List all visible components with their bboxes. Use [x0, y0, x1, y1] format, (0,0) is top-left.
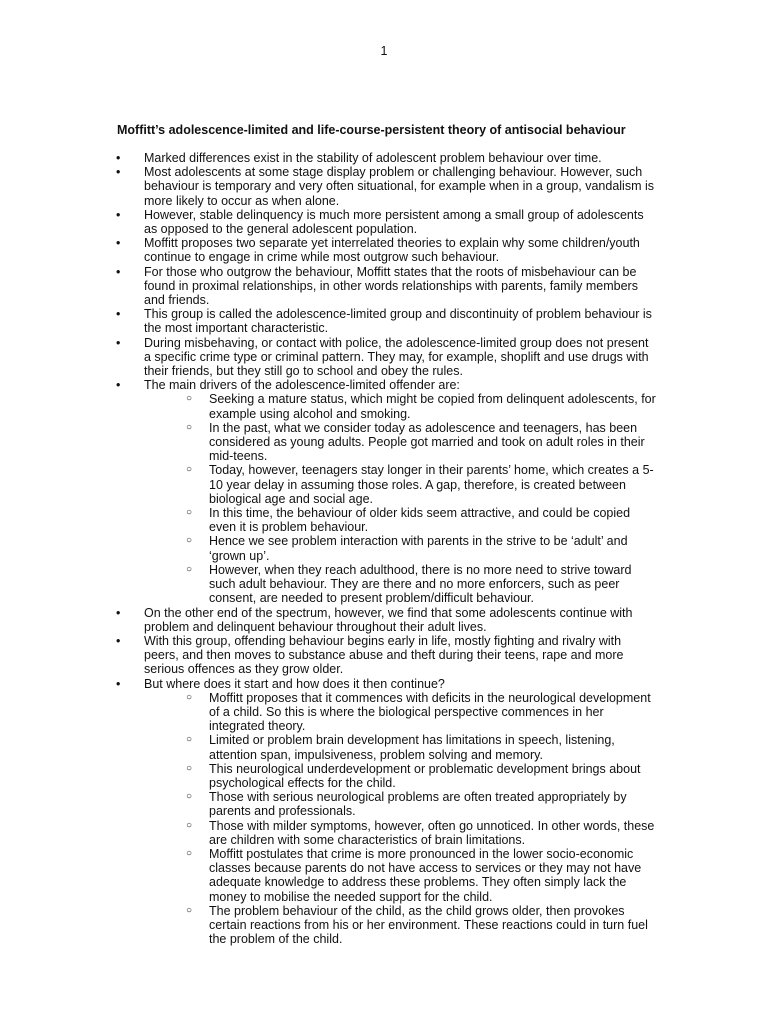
sub-bullet-list [144, 691, 656, 947]
bullet-item [0, 378, 768, 605]
bullet-icon: • [116, 633, 121, 648]
sub-bullet-item [144, 790, 656, 818]
bullet-text: However, stable delinquency is much more persistent among a small group of adolescents as opposed to the general adolescent population. [144, 207, 644, 237]
sub-bullet-item [144, 421, 656, 464]
bullet-icon: • [116, 207, 121, 222]
bullet-list [0, 151, 768, 946]
bullet-item [0, 307, 768, 335]
bullet-icon: • [116, 151, 121, 165]
sub-bullet-list [144, 392, 656, 605]
bullet-item [0, 634, 768, 677]
bullet-text: Most adolescents at some stage display problem or challenging behaviour. However, such behaviour is temporary and very often situational, for example when in a group, vandalism is more likely to occur as when alone. [144, 165, 654, 208]
bullet-item [0, 606, 768, 634]
sub-bullet-item [144, 904, 656, 947]
bullet-text: On the other end of the spectrum, however, we find that some adolescents continue with problem and delinquent behaviour throughout their adult lives. [144, 605, 633, 634]
bullet-text: During misbehaving, or contact with police, the adolescence-limited group does not present a specific crime type or criminal pattern. They may, for example, shoplift and use drugs with their friends, but they still go to school and obey the rules. [144, 335, 649, 379]
bullet-text: But where does it start and how does it then continue? [144, 676, 445, 691]
sub-bullet-text: Moffitt proposes that it commences with deficits in the neurological development of a child. So this is where the biological perspective commences in her integrated theory. [209, 690, 651, 734]
sub-bullet-text: Those with milder symptoms, however, often go unnoticed. In other words, these are children with some characteristics of brain limitations. [209, 818, 655, 847]
sub-bullet-item [144, 506, 656, 534]
bullet-icon: • [116, 378, 121, 393]
sub-bullet-item [144, 847, 656, 904]
bullet-text: Marked differences exist in the stability of adolescent problem behaviour over time. [144, 151, 602, 165]
bullet-text: With this group, offending behaviour begins early in life, mostly fighting and rivalry with peers, and then moves to substance abuse and theft during their teens, rape and more serious offences as they grow older. [144, 633, 624, 677]
bullet-icon: • [116, 335, 121, 350]
sub-bullet-item [144, 691, 656, 734]
bullet-text: The main drivers of the adolescence-limited offender are: [144, 378, 460, 393]
bullet-item [0, 151, 768, 165]
bullet-icon: • [116, 605, 121, 620]
hollow-circle-icon: ○ [186, 904, 193, 916]
hollow-circle-icon: ○ [186, 421, 193, 433]
hollow-circle-icon: ○ [186, 393, 193, 405]
bullet-icon: • [116, 236, 121, 251]
bullet-icon: • [116, 307, 121, 322]
hollow-circle-icon: ○ [186, 734, 193, 746]
sub-bullet-item [144, 762, 656, 790]
sub-bullet-item [144, 563, 656, 606]
sub-bullet-text: Limited or problem brain development has limitations in speech, listening, attention span, impulsiveness, problem solving and memory. [209, 733, 615, 762]
sub-bullet-text: Hence we see problem interaction with parents in the strive to be ‘adult’ and ‘grown up’. [209, 534, 628, 563]
bullet-icon: • [116, 264, 121, 279]
bullet-item [0, 336, 768, 379]
sub-bullet-item [144, 819, 656, 847]
hollow-circle-icon: ○ [186, 464, 193, 476]
hollow-circle-icon: ○ [186, 791, 193, 803]
page-number: 1 [380, 44, 388, 58]
hollow-circle-icon: ○ [186, 507, 193, 519]
hollow-circle-icon: ○ [186, 691, 193, 703]
bullet-text: This group is called the adolescence-limited group and discontinuity of problem behaviour is the most important characteristic. [144, 307, 652, 336]
sub-bullet-text: In this time, the behaviour of older kids seem attractive, and could be copied even it is problem behaviour. [209, 506, 631, 535]
bullet-text: For those who outgrow the behaviour, Moffitt states that the roots of misbehaviour can be found in proximal relationships, in other words relationships with parents, family members and friends. [144, 264, 638, 308]
bullet-icon: • [116, 676, 121, 691]
bullet-item [0, 677, 768, 947]
sub-bullet-text: However, when they reach adulthood, there is no more need to strive toward such adult behaviour. They are there and no more enforcers, such as peer consent, are needed to present problem/difficult behaviour. [209, 562, 632, 606]
sub-bullet-text: In the past, what we consider today as adolescence and teenagers, has been considered as young adults. People got married and took on adult roles in their mid-teens. [209, 420, 645, 464]
sub-bullet-text: Moffitt postulates that crime is more pronounced in the lower socio-economic classes because parents do not have access to services or they may not have adequate knowledge to address these problems. They often simply lack the money to mobilise the needed support for the child. [209, 846, 642, 904]
hollow-circle-icon: ○ [186, 563, 193, 575]
sub-bullet-item [144, 463, 656, 506]
sub-bullet-item [144, 392, 656, 420]
bullet-item [0, 165, 768, 208]
sub-bullet-item [144, 733, 656, 761]
hollow-circle-icon: ○ [186, 819, 193, 831]
sub-bullet-text: This neurological underdevelopment or problematic development brings about psychological effects for the child. [209, 761, 641, 790]
document-title: Moffitt’s adolescence-limited and life-course-persistent theory of antisocial behaviour [117, 123, 626, 137]
hollow-circle-icon: ○ [186, 847, 193, 859]
bullet-item [0, 265, 768, 308]
bullet-item [0, 208, 768, 236]
bullet-item [0, 236, 768, 264]
hollow-circle-icon: ○ [186, 762, 193, 774]
sub-bullet-text: The problem behaviour of the child, as the child grows older, then provokes certain reactions from his or her environment. These reactions could in turn fuel the problem of the child. [209, 903, 648, 947]
sub-bullet-text: Today, however, teenagers stay longer in their parents’ home, which creates a 5-10 year delay in assuming those roles. A gap, therefore, is created between biological age and social age. [209, 463, 654, 506]
bullet-icon: • [116, 165, 121, 180]
bullet-text: Moffitt proposes two separate yet interrelated theories to explain why some children/youth continue to engage in crime while most outgrow such behaviour. [144, 236, 640, 265]
sub-bullet-text: Seeking a mature status, which might be copied from delinquent adolescents, for example using alcohol and smoking. [209, 392, 656, 421]
sub-bullet-item [144, 534, 656, 562]
hollow-circle-icon: ○ [186, 535, 193, 547]
sub-bullet-text: Those with serious neurological problems are often treated appropriately by parents and professionals. [209, 790, 627, 819]
